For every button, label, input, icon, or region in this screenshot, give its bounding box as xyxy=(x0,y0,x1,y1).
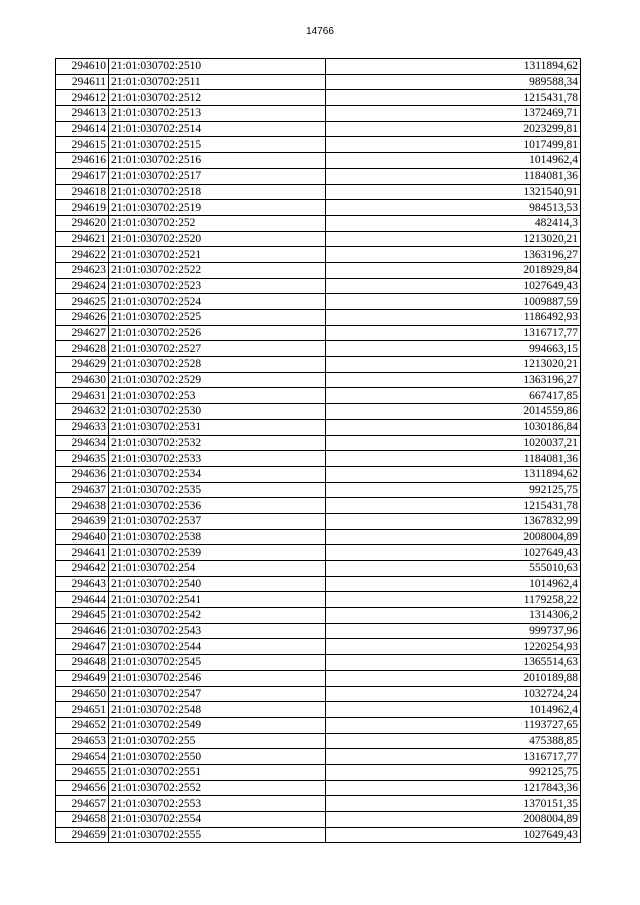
cadastral-value-cell: 1014962,4 xyxy=(326,576,581,592)
cadastral-number-cell: 21:01:030702:2538 xyxy=(109,529,326,545)
cadastral-value-cell: 999737,96 xyxy=(326,623,581,639)
cadastral-number-cell: 21:01:030702:2551 xyxy=(109,764,326,780)
cadastral-number-cell: 21:01:030702:2547 xyxy=(109,686,326,702)
row-number-cell: 294626 xyxy=(56,310,109,326)
cadastral-number-cell: 21:01:030702:2540 xyxy=(109,576,326,592)
table-row xyxy=(56,545,581,561)
table-row xyxy=(56,451,581,467)
row-number-cell: 294633 xyxy=(56,419,109,435)
cadastral-value-cell: 1030186,84 xyxy=(326,419,581,435)
table-row xyxy=(56,686,581,702)
cadastral-number-cell: 21:01:030702:2510 xyxy=(109,59,326,75)
cadastral-value-cell: 994663,15 xyxy=(326,341,581,357)
cadastral-value-cell: 1027649,43 xyxy=(326,278,581,294)
cadastral-value-cell: 1014962,4 xyxy=(326,153,581,169)
cadastral-number-cell: 21:01:030702:2531 xyxy=(109,419,326,435)
cadastral-number-cell: 21:01:030702:2522 xyxy=(109,262,326,278)
table-row xyxy=(56,168,581,184)
cadastral-value-cell: 2010189,88 xyxy=(326,670,581,686)
table-row xyxy=(56,827,581,843)
table-row xyxy=(56,310,581,326)
table-row xyxy=(56,812,581,828)
cadastral-value-cell: 984513,53 xyxy=(326,200,581,216)
cadastral-value-cell: 1314306,2 xyxy=(326,608,581,624)
cadastral-value-cell: 1311894,62 xyxy=(326,466,581,482)
row-number-cell: 294643 xyxy=(56,576,109,592)
row-number-cell: 294623 xyxy=(56,262,109,278)
row-number-cell: 294658 xyxy=(56,812,109,828)
cadastral-number-cell: 21:01:030702:2541 xyxy=(109,592,326,608)
row-number-cell: 294611 xyxy=(56,74,109,90)
table-body xyxy=(56,59,581,843)
page-number: 14766 xyxy=(306,26,334,37)
cadastral-value-cell: 1215431,78 xyxy=(326,90,581,106)
table-row xyxy=(56,466,581,482)
row-number-cell: 294618 xyxy=(56,184,109,200)
table-row xyxy=(56,796,581,812)
cadastral-value-cell: 1215431,78 xyxy=(326,498,581,514)
row-number-cell: 294648 xyxy=(56,655,109,671)
cadastral-number-cell: 21:01:030702:2513 xyxy=(109,106,326,122)
table-row xyxy=(56,90,581,106)
row-number-cell: 294632 xyxy=(56,404,109,420)
cadastral-number-cell: 21:01:030702:2526 xyxy=(109,325,326,341)
table-row xyxy=(56,153,581,169)
cadastral-value-cell: 1027649,43 xyxy=(326,545,581,561)
table-row xyxy=(56,215,581,231)
cadastral-number-cell: 21:01:030702:2533 xyxy=(109,451,326,467)
cadastral-number-cell: 21:01:030702:2524 xyxy=(109,294,326,310)
cadastral-value-cell: 2008004,89 xyxy=(326,812,581,828)
row-number-cell: 294617 xyxy=(56,168,109,184)
cadastral-value-cell: 1311894,62 xyxy=(326,59,581,75)
cadastral-value-cell: 555010,63 xyxy=(326,561,581,577)
row-number-cell: 294652 xyxy=(56,717,109,733)
row-number-cell: 294638 xyxy=(56,498,109,514)
table-row xyxy=(56,184,581,200)
cadastral-value-cell: 1316717,77 xyxy=(326,325,581,341)
table-row xyxy=(56,561,581,577)
cadastral-number-cell: 21:01:030702:2530 xyxy=(109,404,326,420)
table-row xyxy=(56,231,581,247)
cadastral-value-cell: 1365514,63 xyxy=(326,655,581,671)
table-row xyxy=(56,357,581,373)
cadastral-number-cell: 21:01:030702:2521 xyxy=(109,247,326,263)
cadastral-value-table xyxy=(55,58,581,843)
row-number-cell: 294651 xyxy=(56,702,109,718)
table-row xyxy=(56,670,581,686)
table-row xyxy=(56,592,581,608)
table-row xyxy=(56,106,581,122)
row-number-cell: 294627 xyxy=(56,325,109,341)
row-number-cell: 294614 xyxy=(56,121,109,137)
cadastral-value-cell: 475388,85 xyxy=(326,733,581,749)
row-number-cell: 294657 xyxy=(56,796,109,812)
cadastral-value-cell: 1179258,22 xyxy=(326,592,581,608)
cadastral-number-cell: 21:01:030702:2515 xyxy=(109,137,326,153)
cadastral-value-cell: 1009887,59 xyxy=(326,294,581,310)
table-row xyxy=(56,74,581,90)
cadastral-number-cell: 21:01:030702:2545 xyxy=(109,655,326,671)
row-number-cell: 294619 xyxy=(56,200,109,216)
table-row xyxy=(56,576,581,592)
cadastral-value-cell: 1220254,93 xyxy=(326,639,581,655)
cadastral-number-cell: 21:01:030702:252 xyxy=(109,215,326,231)
cadastral-number-cell: 21:01:030702:2517 xyxy=(109,168,326,184)
cadastral-number-cell: 21:01:030702:2548 xyxy=(109,702,326,718)
cadastral-value-cell: 2014559,86 xyxy=(326,404,581,420)
row-number-cell: 294637 xyxy=(56,482,109,498)
cadastral-value-cell: 482414,3 xyxy=(326,215,581,231)
table-row xyxy=(56,529,581,545)
cadastral-number-cell: 21:01:030702:2553 xyxy=(109,796,326,812)
table-row xyxy=(56,717,581,733)
table-row xyxy=(56,247,581,263)
cadastral-number-cell: 21:01:030702:2537 xyxy=(109,513,326,529)
cadastral-number-cell: 21:01:030702:2527 xyxy=(109,341,326,357)
cadastral-number-cell: 21:01:030702:2519 xyxy=(109,200,326,216)
cadastral-number-cell: 21:01:030702:2520 xyxy=(109,231,326,247)
row-number-cell: 294659 xyxy=(56,827,109,843)
row-number-cell: 294644 xyxy=(56,592,109,608)
cadastral-value-cell: 1184081,36 xyxy=(326,168,581,184)
cadastral-value-cell: 1213020,21 xyxy=(326,231,581,247)
cadastral-value-cell: 1367832,99 xyxy=(326,513,581,529)
table-row xyxy=(56,639,581,655)
table-row xyxy=(56,262,581,278)
row-number-cell: 294639 xyxy=(56,513,109,529)
cadastral-value-cell: 1193727,65 xyxy=(326,717,581,733)
cadastral-number-cell: 21:01:030702:253 xyxy=(109,388,326,404)
row-number-cell: 294635 xyxy=(56,451,109,467)
cadastral-number-cell: 21:01:030702:2528 xyxy=(109,357,326,373)
cadastral-value-cell: 2023299,81 xyxy=(326,121,581,137)
cadastral-number-cell: 21:01:030702:2542 xyxy=(109,608,326,624)
table-row xyxy=(56,325,581,341)
table-row xyxy=(56,404,581,420)
cadastral-number-cell: 21:01:030702:2516 xyxy=(109,153,326,169)
row-number-cell: 294634 xyxy=(56,435,109,451)
row-number-cell: 294628 xyxy=(56,341,109,357)
cadastral-number-cell: 21:01:030702:2555 xyxy=(109,827,326,843)
row-number-cell: 294649 xyxy=(56,670,109,686)
cadastral-number-cell: 21:01:030702:2552 xyxy=(109,780,326,796)
cadastral-value-cell: 1316717,77 xyxy=(326,749,581,765)
table-row xyxy=(56,749,581,765)
row-number-cell: 294612 xyxy=(56,90,109,106)
cadastral-value-cell: 1321540,91 xyxy=(326,184,581,200)
row-number-cell: 294646 xyxy=(56,623,109,639)
cadastral-number-cell: 21:01:030702:2543 xyxy=(109,623,326,639)
cadastral-value-cell: 1014962,4 xyxy=(326,702,581,718)
cadastral-value-cell: 1370151,35 xyxy=(326,796,581,812)
cadastral-value-cell: 1184081,36 xyxy=(326,451,581,467)
table-row xyxy=(56,513,581,529)
cadastral-number-cell: 21:01:030702:2514 xyxy=(109,121,326,137)
row-number-cell: 294642 xyxy=(56,561,109,577)
row-number-cell: 294610 xyxy=(56,59,109,75)
row-number-cell: 294625 xyxy=(56,294,109,310)
cadastral-value-cell: 1186492,93 xyxy=(326,310,581,326)
row-number-cell: 294636 xyxy=(56,466,109,482)
table-row xyxy=(56,764,581,780)
cadastral-number-cell: 21:01:030702:2532 xyxy=(109,435,326,451)
row-number-cell: 294656 xyxy=(56,780,109,796)
cadastral-value-cell: 1363196,27 xyxy=(326,372,581,388)
cadastral-number-cell: 21:01:030702:2549 xyxy=(109,717,326,733)
cadastral-number-cell: 21:01:030702:2511 xyxy=(109,74,326,90)
row-number-cell: 294629 xyxy=(56,357,109,373)
row-number-cell: 294645 xyxy=(56,608,109,624)
cadastral-number-cell: 21:01:030702:2544 xyxy=(109,639,326,655)
row-number-cell: 294640 xyxy=(56,529,109,545)
cadastral-number-cell: 21:01:030702:2523 xyxy=(109,278,326,294)
cadastral-value-cell: 1213020,21 xyxy=(326,357,581,373)
table-row xyxy=(56,702,581,718)
row-number-cell: 294613 xyxy=(56,106,109,122)
row-number-cell: 294621 xyxy=(56,231,109,247)
table-row xyxy=(56,59,581,75)
row-number-cell: 294622 xyxy=(56,247,109,263)
table-row xyxy=(56,137,581,153)
cadastral-number-cell: 21:01:030702:2534 xyxy=(109,466,326,482)
cadastral-number-cell: 21:01:030702:2536 xyxy=(109,498,326,514)
row-number-cell: 294624 xyxy=(56,278,109,294)
row-number-cell: 294630 xyxy=(56,372,109,388)
row-number-cell: 294641 xyxy=(56,545,109,561)
table-row xyxy=(56,294,581,310)
cadastral-number-cell: 21:01:030702:2529 xyxy=(109,372,326,388)
cadastral-value-cell: 2008004,89 xyxy=(326,529,581,545)
cadastral-value-cell: 989588,34 xyxy=(326,74,581,90)
row-number-cell: 294615 xyxy=(56,137,109,153)
table-row xyxy=(56,341,581,357)
table-row xyxy=(56,278,581,294)
row-number-cell: 294631 xyxy=(56,388,109,404)
row-number-cell: 294647 xyxy=(56,639,109,655)
cadastral-value-cell: 2018929,84 xyxy=(326,262,581,278)
table-row xyxy=(56,419,581,435)
cadastral-number-cell: 21:01:030702:255 xyxy=(109,733,326,749)
table-row xyxy=(56,608,581,624)
table-row xyxy=(56,435,581,451)
row-number-cell: 294654 xyxy=(56,749,109,765)
cadastral-value-cell: 667417,85 xyxy=(326,388,581,404)
table-row xyxy=(56,482,581,498)
cadastral-value-cell: 1217843,36 xyxy=(326,780,581,796)
table-row xyxy=(56,623,581,639)
table-row xyxy=(56,733,581,749)
cadastral-value-cell: 1032724,24 xyxy=(326,686,581,702)
table-row xyxy=(56,655,581,671)
table-row xyxy=(56,388,581,404)
row-number-cell: 294650 xyxy=(56,686,109,702)
cadastral-value-cell: 992125,75 xyxy=(326,764,581,780)
cadastral-number-cell: 21:01:030702:2535 xyxy=(109,482,326,498)
cadastral-value-cell: 1372469,71 xyxy=(326,106,581,122)
cadastral-value-cell: 1363196,27 xyxy=(326,247,581,263)
cadastral-number-cell: 21:01:030702:2539 xyxy=(109,545,326,561)
cadastral-number-cell: 21:01:030702:2546 xyxy=(109,670,326,686)
cadastral-number-cell: 21:01:030702:254 xyxy=(109,561,326,577)
table-row xyxy=(56,121,581,137)
table-row xyxy=(56,372,581,388)
table-row xyxy=(56,200,581,216)
row-number-cell: 294616 xyxy=(56,153,109,169)
cadastral-value-cell: 1027649,43 xyxy=(326,827,581,843)
cadastral-number-cell: 21:01:030702:2550 xyxy=(109,749,326,765)
cadastral-number-cell: 21:01:030702:2525 xyxy=(109,310,326,326)
cadastral-number-cell: 21:01:030702:2512 xyxy=(109,90,326,106)
cadastral-number-cell: 21:01:030702:2554 xyxy=(109,812,326,828)
cadastral-value-cell: 992125,75 xyxy=(326,482,581,498)
row-number-cell: 294655 xyxy=(56,764,109,780)
table-row xyxy=(56,780,581,796)
row-number-cell: 294620 xyxy=(56,215,109,231)
table-row xyxy=(56,498,581,514)
cadastral-value-cell: 1020037,21 xyxy=(326,435,581,451)
cadastral-number-cell: 21:01:030702:2518 xyxy=(109,184,326,200)
cadastral-value-cell: 1017499,81 xyxy=(326,137,581,153)
row-number-cell: 294653 xyxy=(56,733,109,749)
